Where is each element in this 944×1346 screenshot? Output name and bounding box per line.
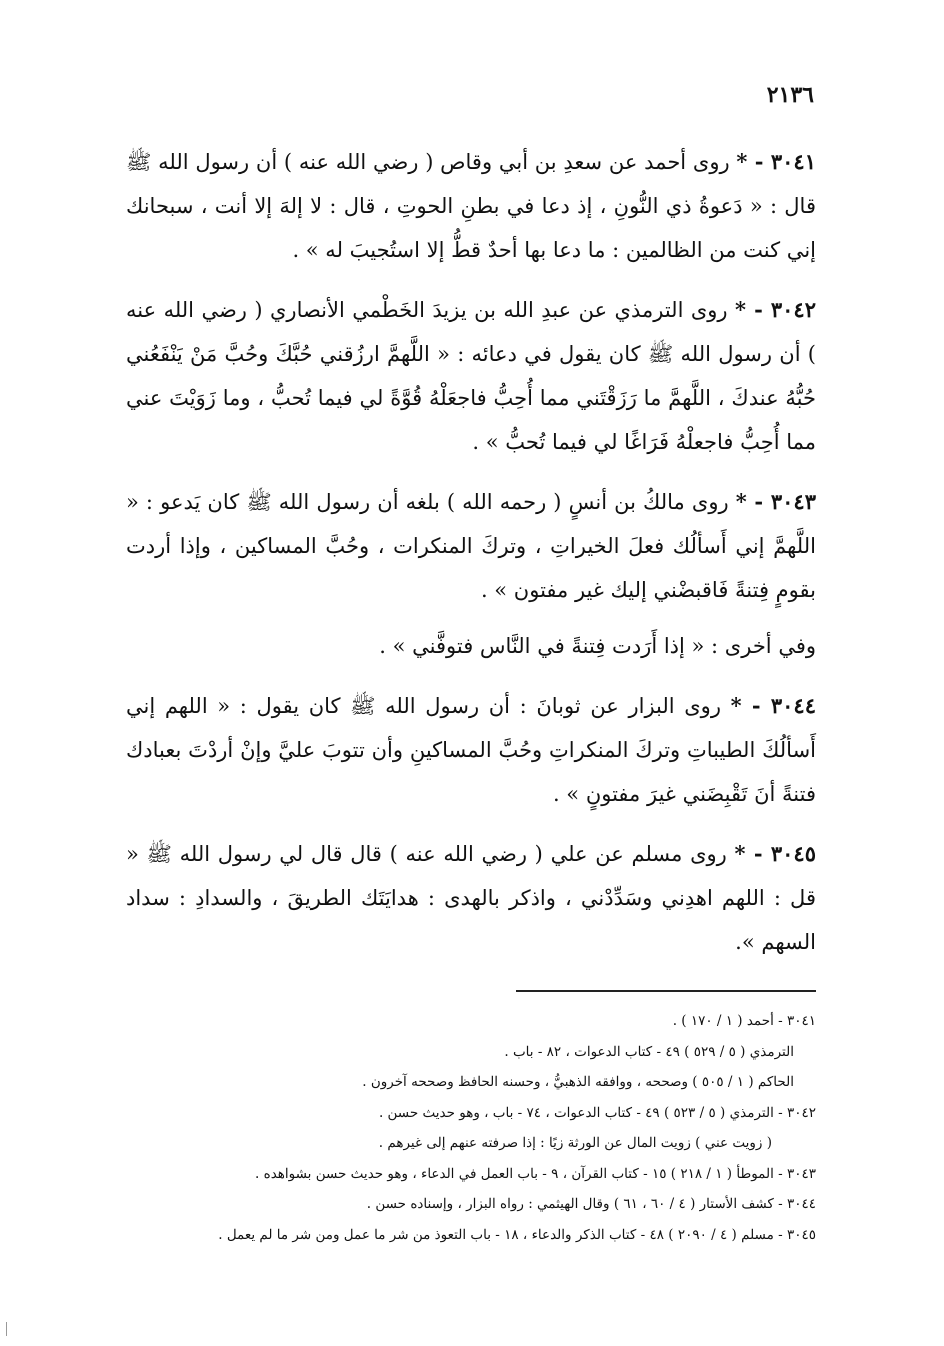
hadith-entry bbox=[126, 684, 816, 816]
footnote-line: ٣٠٤٤ - كشف الأستار ( ٤ / ٦٠ ، ٦١ ) وقال الهيثمي : رواه البزار ، وإسناده حسن . bbox=[366, 1196, 816, 1212]
page-number: ٢١٣٦ bbox=[766, 82, 814, 108]
hadith-text: روى مسلم عن علي ( رضي الله عنه ) قال قال لي رسول الله ﷺ « قل : اللهم اهدِني وسَدِّدْني ، واذكر بالهدى : هدايَتَك الطريقَ ، والسدادِ : سداد السهم ». bbox=[126, 842, 816, 954]
hadith-number: ٣٠٤١ - * bbox=[736, 149, 816, 174]
hadith-entry bbox=[126, 832, 816, 964]
hadith-entry bbox=[126, 140, 816, 272]
footnote-line: ٣٠٤٥ - مسلم ( ٤ / ٢٠٩٠ ) ٤٨ - كتاب الذكر والدعاء ، ١٨ - باب التعوذ من شر ما عمل ومن شر ما لم يعمل . bbox=[218, 1226, 816, 1243]
footnotes bbox=[126, 1006, 816, 1250]
hadith-number: ٣٠٤٢ - * bbox=[735, 297, 816, 322]
hadith-entry bbox=[126, 288, 816, 464]
hadith-number: ٣٠٤٣ - * bbox=[735, 489, 816, 514]
hadith-text: روى البزار عن ثوبانَ : أن رسول الله ﷺ كان يقول : « اللهم إني أَسألُكَ الطيباتِ وتركَ المنكراتِ وحُبَّ المساكينِ وأن تتوبَ عليَّ وإنْ أردْتَ بعبادك فتنةً أنَ تَقْبِضَني غيرَ مفتونٍ » . bbox=[126, 694, 816, 806]
footnote-line: الحاكم ( ١ / ٥٠٥ ) وصححه ، ووافقه الذهبيُّ ، وحسنه الحافظ وصححه آخرون . bbox=[362, 1074, 794, 1090]
scan-margin-mark bbox=[6, 1322, 11, 1336]
footnote-divider bbox=[516, 990, 816, 992]
hadith-number: ٣٠٤٤ - * bbox=[730, 693, 816, 718]
footnote-line: ( زويت عني ) زويت المال عن الورثة زيًا : إذا صرفته عنهم إلى غيرهم . bbox=[378, 1135, 772, 1151]
hadith-extra-text: وفي أخرى : « إذا أَرَدت فِتنةً في النَّاس فتوفَّني » . bbox=[379, 634, 816, 658]
hadith-number: ٣٠٤٥ - * bbox=[734, 841, 816, 866]
hadith-entry bbox=[126, 480, 816, 668]
hadith-text: روى الترمذي عن عبدِ الله بن يزيدَ الخَطْمي الأنصاري ( رضي الله عنه ) أن رسول الله ﷺ كان يقول في دعائه : « اللَّهمَّ ارزُقني حُبَّكَ وحُبَّ مَنْ يَنْفَعُني حُبُّهُ عندكَ ، اللَّهمَّ ما رَزَقْتَني مما أُحِبُّ فاجعَلْهُ قُوَّةً لي فيما تُحبُّ ، وما زَوَيْتَ عني مما أُحِبُّ فاجعلْهُ فَرَاغًا لي فيما تُحبُّ » . bbox=[126, 298, 816, 454]
hadith-text: روى أحمد عن سعدِ بن أبي وقاص ( رضي الله عنه ) أن رسول الله ﷺ قال : « دَعوةُ ذي النُّونِ ، إذ دعا في بطنِ الحوتِ ، قال : لا إلهَ إلا أنت ، سبحانك إني كنت من الظالمين : ما دعا بها أحدٌ قطُّ إلا استُجيبَ له » . bbox=[126, 150, 816, 262]
hadith-text: روى مالكُ بن أنسٍ ( رحمه الله ) بلغه أن رسول الله ﷺ كان يَدعو : « اللَّهمَّ إني أَسألُك فعلَ الخيراتِ ، وتركَ المنكرات ، وحُبَّ المساكين ، وإذا أردت بقومٍ فِتنةً فَاقبضْني إليك غير مفتون » . bbox=[126, 490, 816, 602]
footnote-line: ٣٠٤٢ - الترمذي ( ٥ / ٥٢٣ ) ٤٩ - كتاب الدعوات ، ٧٤ - باب ، وهو حديث حسن . bbox=[378, 1104, 816, 1121]
footnote-line: ٣٠٤٣ - الموطأ ( ١ / ٢١٨ ) ١٥ - كتاب القرآن ، ٩ - باب العمل في الدعاء ، وهو حديث حسن بشواهده . bbox=[255, 1165, 816, 1182]
footnote-line: الترمذي ( ٥ / ٥٢٩ ) ٤٩ - كتاب الدعوات ، ٨٢ - باب . bbox=[504, 1043, 794, 1060]
main-text bbox=[126, 140, 816, 980]
footnote-line: ٣٠٤١ - أحمد ( ١ / ١٧٠ ) . bbox=[672, 1013, 816, 1029]
